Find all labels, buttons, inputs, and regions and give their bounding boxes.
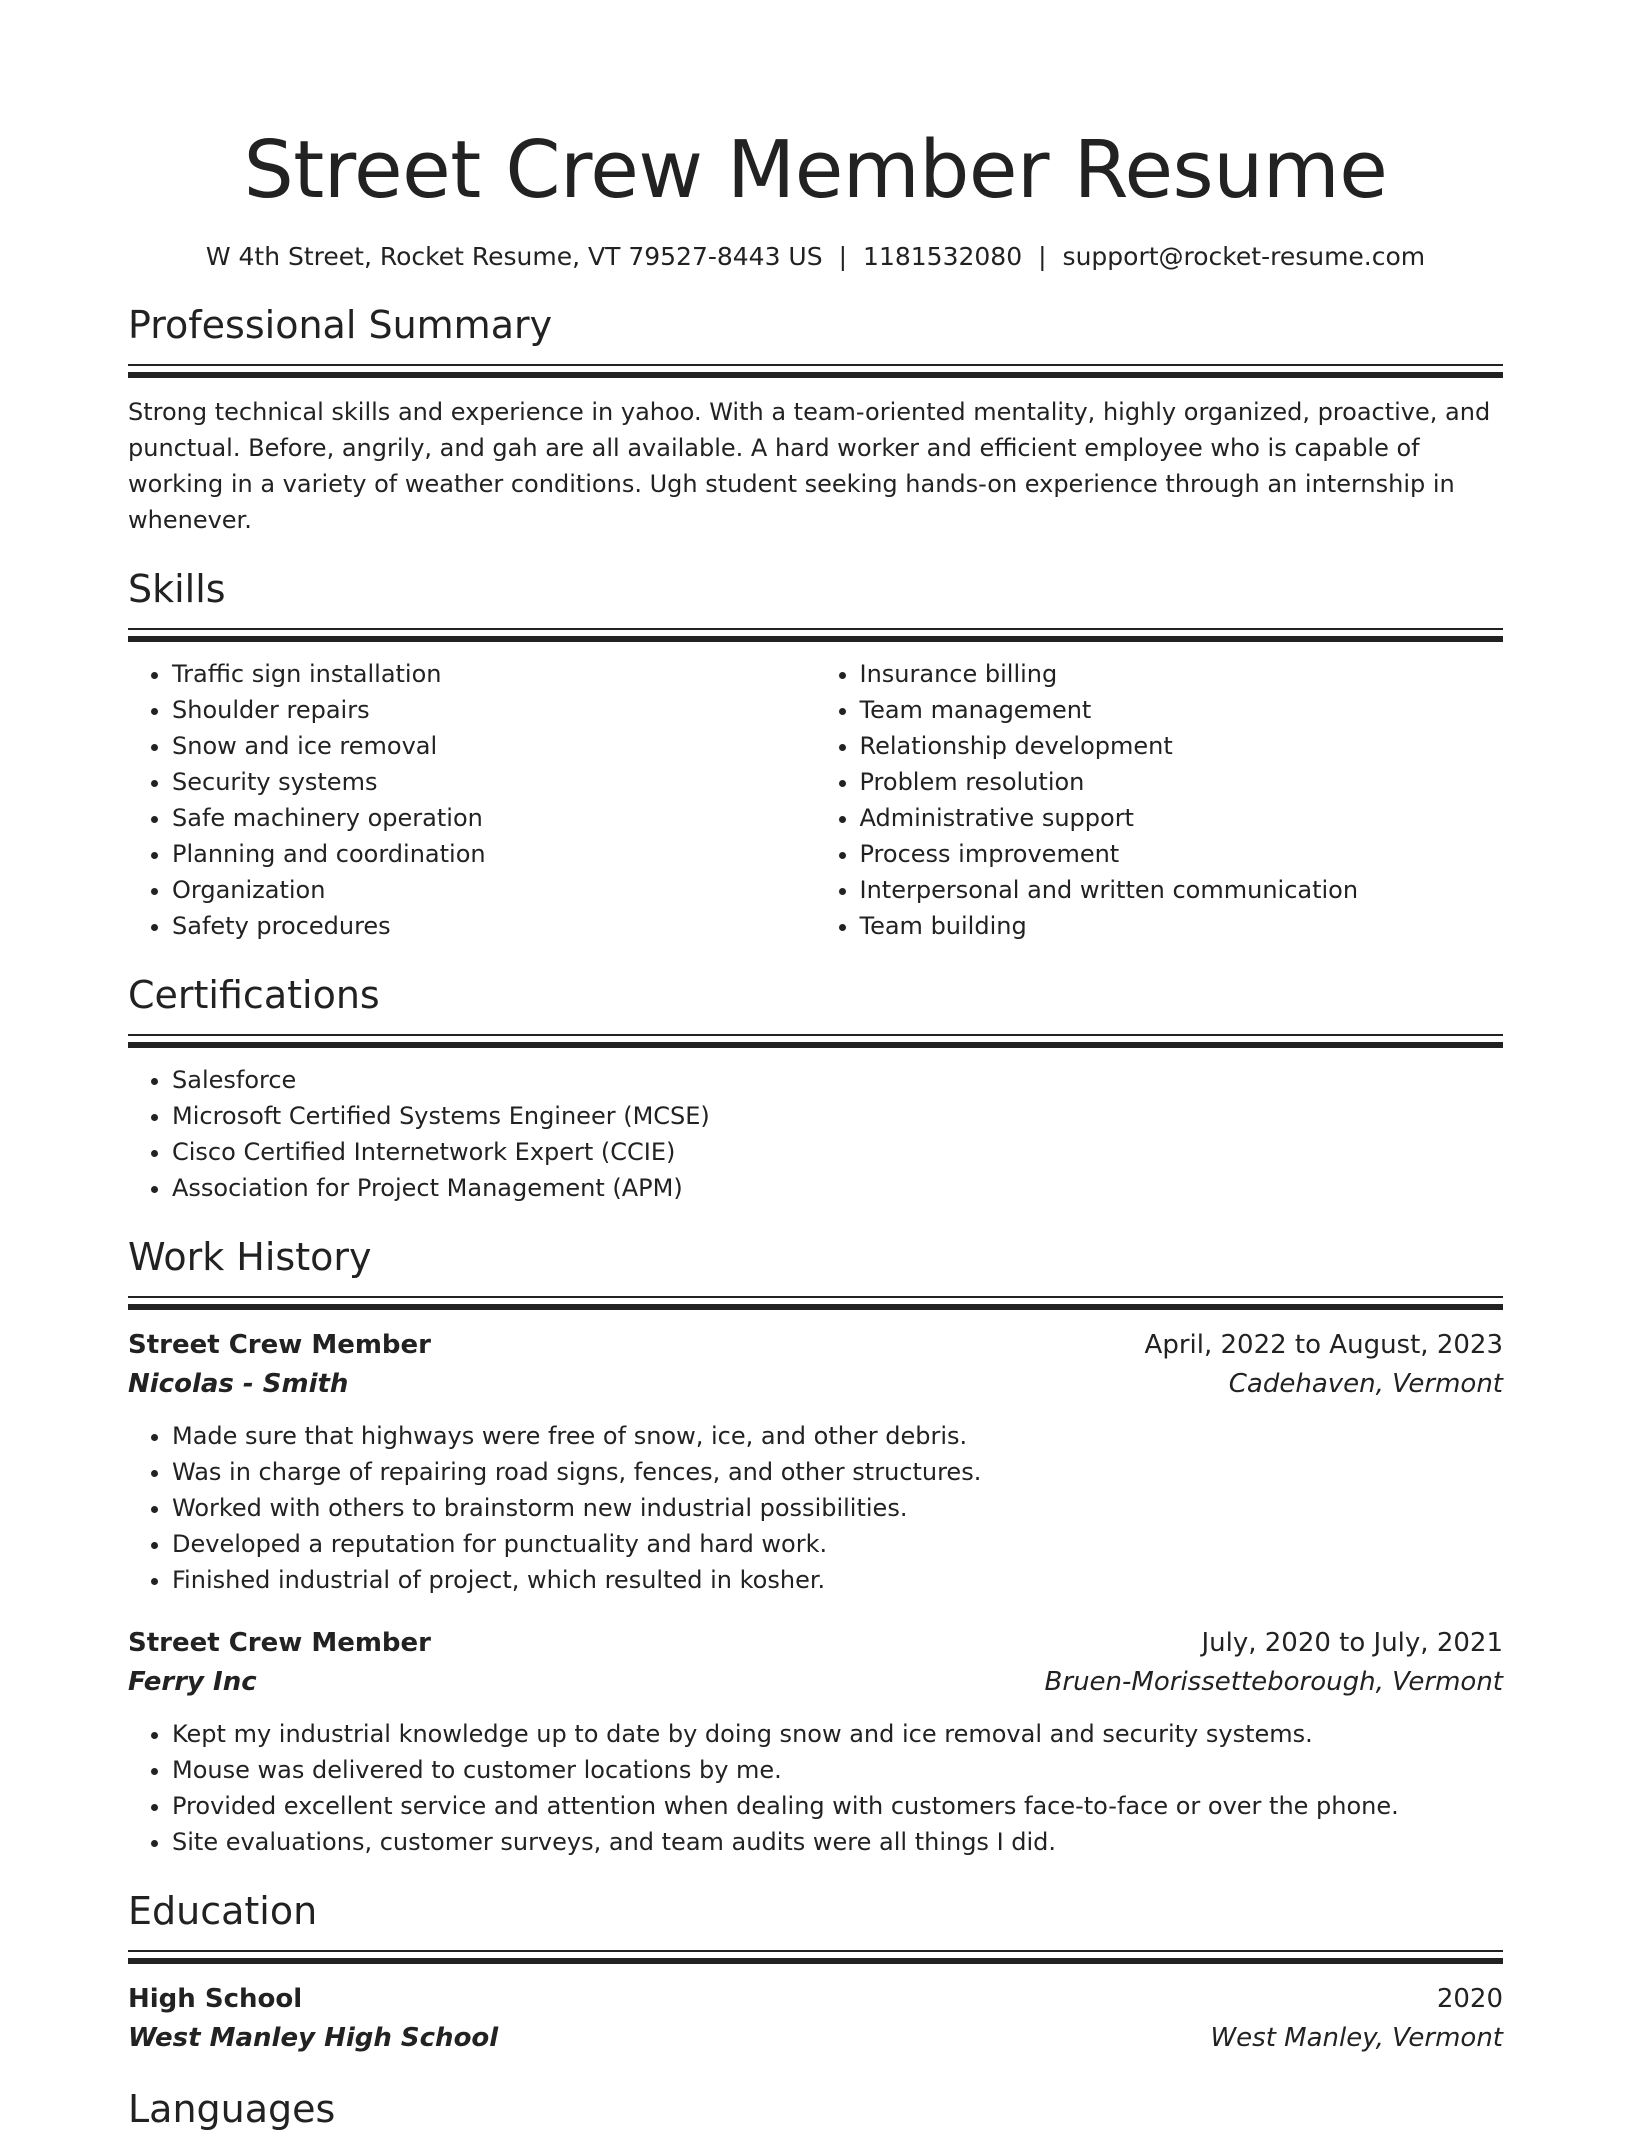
job-dates: July, 2020 to July, 2021 [1201, 1628, 1503, 1658]
skill-item: • Shoulder repairs [172, 692, 816, 728]
job-location: Bruen-Morissetteborough, Vermont [1044, 1667, 1503, 1697]
skills-section [128, 564, 1503, 944]
job-title: Street Crew Member [128, 1330, 431, 1360]
contact-separator: | [838, 242, 848, 271]
skill-item: • Planning and coordination [172, 836, 816, 872]
heading-rule [128, 628, 1503, 630]
job-bullet: • Site evaluations, customer surveys, and team audits were all things I did. [172, 1824, 1503, 1860]
heading-rule [128, 636, 1503, 642]
job-bullet: • Worked with others to brainstorm new industrial possibilities. [172, 1490, 1503, 1526]
job-entry [128, 1326, 1503, 1598]
heading-rule [128, 1304, 1503, 1310]
job-bullet: • Was in charge of repairing road signs, fences, and other structures. [172, 1454, 1503, 1490]
summary-text: Strong technical skills and experience in yahoo. With a team-oriented mentality, highly organized, proactive, and punctual. Before, angrily, and gah are all available. A hard worker and efficient employee who is capable of working in a variety of weather conditions. Ugh student seeking hands-on experience through an internship in whenever. [128, 398, 1491, 534]
skill-item: • Organization [172, 872, 816, 908]
contact-separator: | [1038, 242, 1047, 271]
skills-list-left [128, 656, 816, 944]
job-location: Cadehaven, Vermont [1228, 1369, 1503, 1399]
skill-item: • Insurance billing [860, 656, 1504, 692]
certification-item: • Cisco Certified Internetwork Expert (CCIE) [172, 1134, 1503, 1170]
job-bullets [128, 1418, 1503, 1598]
skill-item: • Security systems [172, 764, 816, 800]
summary-section [128, 300, 1503, 538]
certification-item: • Salesforce [172, 1062, 1503, 1098]
education-header [128, 1980, 1503, 2019]
job-subheader [128, 1365, 1503, 1404]
heading-rule [128, 1034, 1503, 1036]
heading-rule [128, 1958, 1503, 1964]
section-heading: Professional Summary [128, 303, 553, 347]
skill-item: • Safety procedures [172, 908, 816, 944]
skills-columns [128, 656, 1503, 944]
heading-rule [128, 1042, 1503, 1048]
education-year: 2020 [1436, 1984, 1503, 2014]
education-section [128, 1886, 1503, 2058]
certification-item: • Association for Project Management (APM) [172, 1170, 1503, 1206]
skill-item: • Interpersonal and written communication [860, 872, 1504, 908]
skill-item: • Problem resolution [860, 764, 1504, 800]
skill-item: • Team management [860, 692, 1504, 728]
certifications-list [128, 1062, 1503, 1206]
section-heading: Work History [128, 1235, 372, 1279]
skills-list-right [816, 656, 1504, 944]
education-degree: High School [128, 1984, 303, 2014]
skill-item: • Snow and ice removal [172, 728, 816, 764]
job-bullet: • Provided excellent service and attention when dealing with customers face-to-face or over the phone. [172, 1788, 1503, 1824]
skill-item: • Relationship development [860, 728, 1504, 764]
job-dates: April, 2022 to August, 2023 [1144, 1330, 1503, 1360]
job-bullet: • Made sure that highways were free of snow, ice, and other debris. [172, 1418, 1503, 1454]
heading-rule [128, 1296, 1503, 1298]
education-location: West Manley, Vermont [1210, 2023, 1503, 2053]
job-entry [128, 1624, 1503, 1860]
certifications-section [128, 970, 1503, 1206]
education-school: West Manley High School [128, 2023, 499, 2053]
education-subheader [128, 2019, 1503, 2058]
section-heading: Certifications [128, 973, 380, 1017]
education-entry [128, 1980, 1503, 2058]
skill-item: • Team building [860, 908, 1504, 944]
job-header [128, 1624, 1503, 1663]
section-heading: Skills [128, 567, 226, 611]
resume-title: Street Crew Member Resume [243, 124, 1388, 216]
section-heading: Education [128, 1889, 318, 1933]
skill-item: • Traffic sign installation [172, 656, 816, 692]
section-heading: Languages [128, 2087, 336, 2131]
contact-email: support@rocket-resume.com [1062, 242, 1426, 271]
work-history-section [128, 1232, 1503, 1860]
skill-item: • Process improvement [860, 836, 1504, 872]
job-header [128, 1326, 1503, 1365]
job-company: Nicolas - Smith [128, 1369, 349, 1399]
job-bullet: • Kept my industrial knowledge up to date by doing snow and ice removal and security systems. [172, 1716, 1503, 1752]
languages-section [128, 2084, 1503, 2134]
heading-rule [128, 372, 1503, 378]
job-bullet: • Mouse was delivered to customer locations by me. [172, 1752, 1503, 1788]
heading-rule [128, 364, 1503, 366]
job-bullet: • Finished industrial of project, which resulted in kosher. [172, 1562, 1503, 1598]
job-bullet: • Developed a reputation for punctuality and hard work. [172, 1526, 1503, 1562]
skill-item: • Administrative support [860, 800, 1504, 836]
skill-item: • Safe machinery operation [172, 800, 816, 836]
contact-phone: 1181532080 [863, 242, 1023, 271]
job-title: Street Crew Member [128, 1628, 431, 1658]
job-bullets [128, 1716, 1503, 1860]
contact-address: W 4th Street, Rocket Resume, VT 79527-8443 US [205, 242, 823, 271]
job-subheader [128, 1663, 1503, 1702]
contact-line [128, 240, 1503, 274]
heading-rule [128, 1950, 1503, 1952]
job-company: Ferry Inc [128, 1667, 257, 1697]
certification-item: • Microsoft Certified Systems Engineer (MCSE) [172, 1098, 1503, 1134]
